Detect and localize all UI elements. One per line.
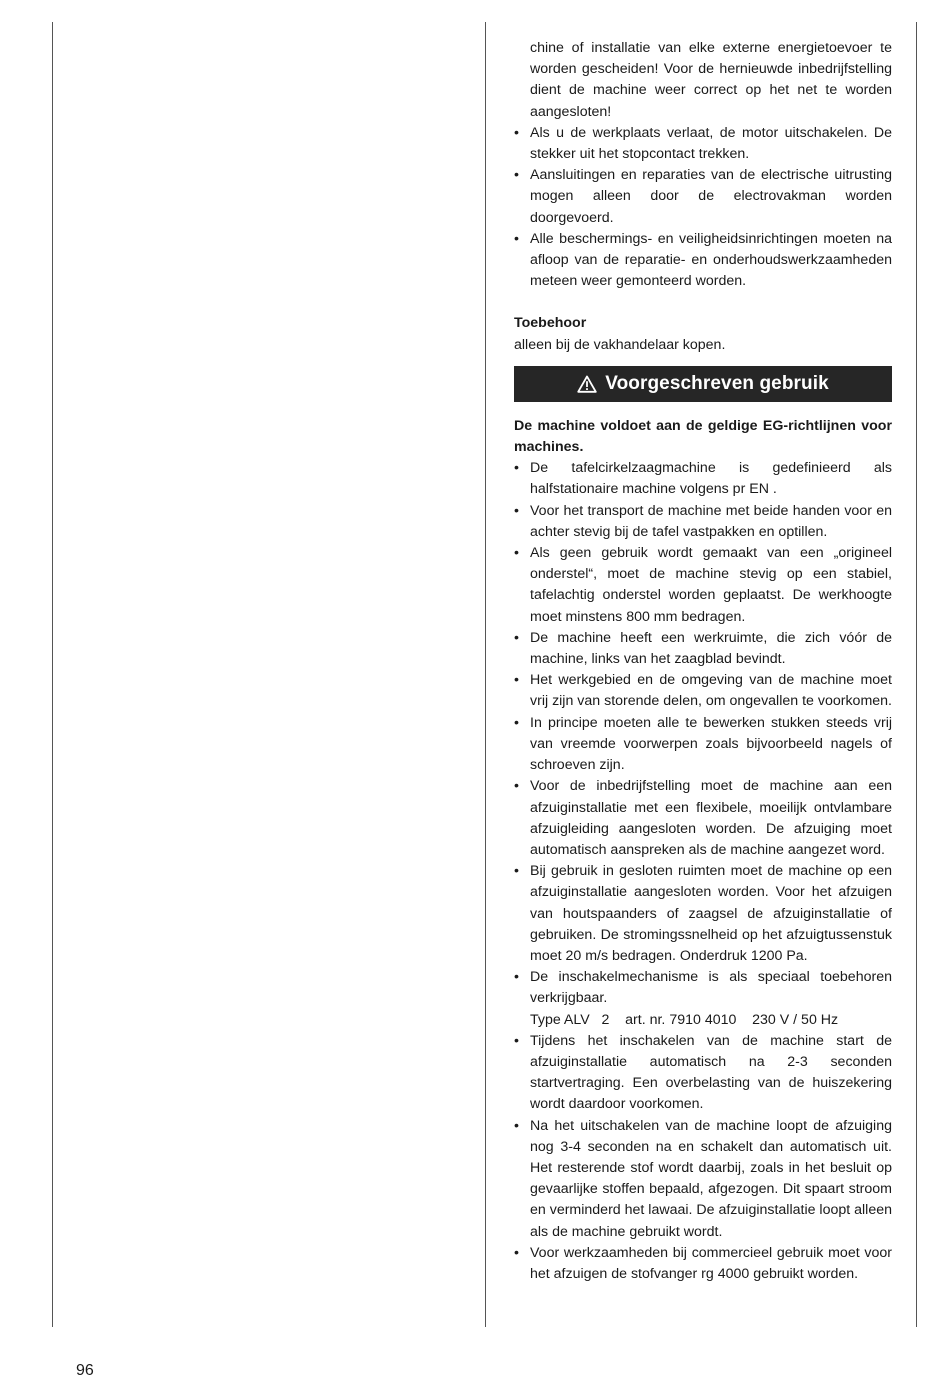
bullet-item: • Bij gebruik in gesloten ruimten moet de machine op een afzuiginstallatie aangesloten worden. Voor het afzuigen van houtspaanders of zaagsel de afzuiginstallatie of gebruiken. De stromingssnelheid op het afzuigtussenstuk moet 20 m/s bedragen. Onderdruk 1200 Pa. bbox=[514, 861, 892, 967]
bullet-item: • De inschakelmechanisme is als speciaal toebehoren verkrijgbaar. bbox=[514, 967, 892, 1009]
bullet-item: • Het werkgebied en de omgeving van de machine moet vrij zijn van storende delen, om ongevallen te voorkomen. bbox=[514, 670, 892, 712]
bullet-item: • De tafelcirkelzaagmachine is gedefinieerd als halfstationaire machine volgens pr EN . bbox=[514, 458, 892, 500]
page-number: 96 bbox=[76, 1362, 94, 1379]
text-column bbox=[514, 38, 892, 1285]
bullet-item: • Voor werkzaamheden bij commercieel gebruik moet voor het afzuigen de stofvanger rg 4000 gebruikt worden. bbox=[514, 1243, 892, 1285]
section-title: Voorgeschreven gebruik bbox=[605, 373, 829, 395]
continuation-paragraph: chine of installatie van elke externe energietoevoer te worden gescheiden! Voor de hernieuwde inbedrijfstelling dient de machine weer correct op het net te worden aangesloten! bbox=[530, 40, 892, 120]
accessories-text: alleen bij de vakhandelaar kopen. bbox=[514, 336, 726, 353]
bullet-item: • Als u de werkplaats verlaat, de motor uitschakelen. De stekker uit het stopcontact trekken. bbox=[514, 123, 892, 165]
bullet-item: • Alle beschermings- en veiligheidsinrichtingen moeten na afloop van de reparatie- en onderhoudswerkzaamheden meteen weer gemonteerd worden. bbox=[514, 229, 892, 293]
section-intro: De machine voldoet aan de geldige EG-richtlijnen voor machines. bbox=[514, 417, 892, 456]
center-column-rule bbox=[485, 22, 486, 1327]
right-margin-rule bbox=[916, 22, 917, 1327]
warning-triangle-icon bbox=[577, 375, 597, 393]
accessories-heading: Toebehoor bbox=[514, 315, 587, 332]
left-margin-rule bbox=[52, 22, 53, 1327]
section-heading-bar bbox=[514, 366, 892, 402]
bullet-item: • Als geen gebruik wordt gemaakt van een „origineel onderstel“, moet de machine stevig op een stabiel, tafelachtig onderstel worden geplaatst. De werkhoogte moet minstens 800 mm bedragen. bbox=[514, 543, 892, 628]
type-spec-line: Type ALV 2 art. nr. 7910 4010 230 V / 50 Hz bbox=[530, 1011, 839, 1028]
bullet-item: • Aansluitingen en reparaties van de electrische uitrusting mogen alleen door de electrovakman worden doorgevoerd. bbox=[514, 165, 892, 229]
spacer bbox=[514, 292, 892, 313]
bullet-item: • Na het uitschakelen van de machine loopt de afzuiging nog 3-4 seconden na en schakelt dan automatisch uit. Het resterende stof wordt daarbij, zoals in het besluit op gevaarlijke stoffen bepaald, afgezogen. Dit spaart stroom en verminderd het lawaai. De afzuiginstallatie loopt alleen als de machine gebruikt wordt. bbox=[514, 1116, 892, 1243]
bullet-item: • Tijdens het inschakelen van de machine start de afzuiginstallatie automatisch na 2-3 seconden startvertraging. Een overbelasting van de huiszekering wordt daardoor voorkomen. bbox=[514, 1031, 892, 1116]
bullet-item: • Voor het transport de machine met beide handen voor en achter stevig bij de tafel vastpakken en optillen. bbox=[514, 501, 892, 543]
bullet-item: • In principe moeten alle te bewerken stukken steeds vrij van vreemde voorwerpen zoals bijvoorbeeld nagels of schroeven zijn. bbox=[514, 713, 892, 777]
bullet-item: • De machine heeft een werkruimte, die zich vóór de machine, links van het zaagblad bevindt. bbox=[514, 628, 892, 670]
bullet-item: • Voor de inbedrijfstelling moet de machine aan een afzuiginstallatie met een flexibele, moeilijk ontvlambare afzuigleiding aangesloten worden. De afzuiging moet automatisch aanspreken als de machine aangezet word. bbox=[514, 776, 892, 861]
